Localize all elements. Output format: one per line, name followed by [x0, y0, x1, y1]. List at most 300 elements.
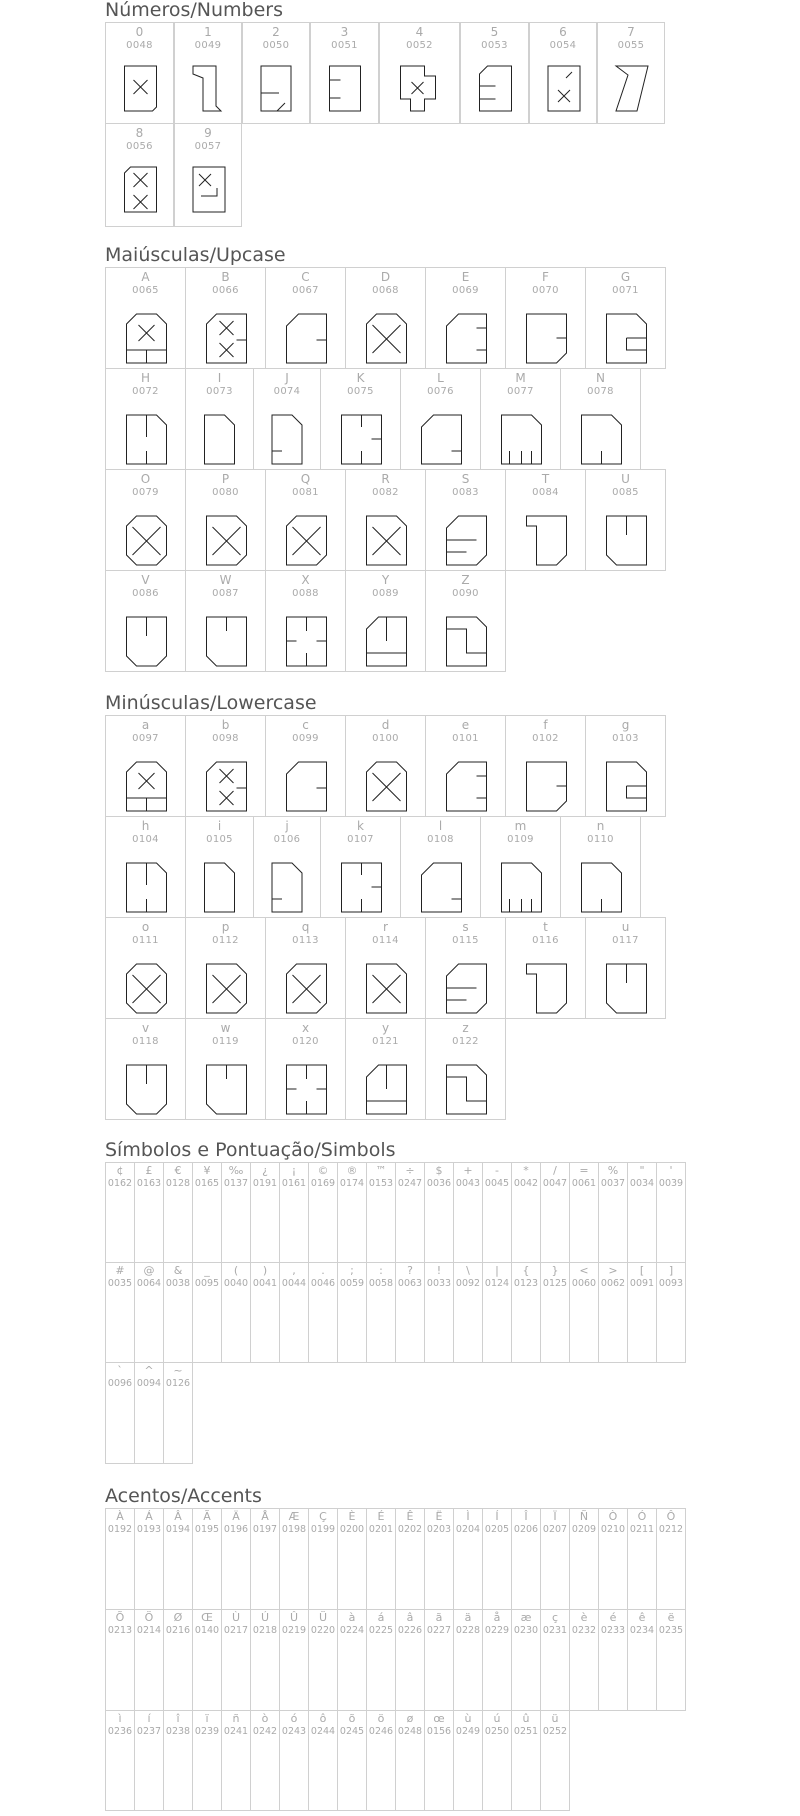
- glyph-code: 0081: [292, 487, 319, 498]
- glyph-character: K: [356, 371, 365, 385]
- glyph-code: 0048: [126, 40, 153, 51]
- glyph-cell: [163, 1508, 193, 1610]
- glyph-code: 0059: [339, 1278, 365, 1289]
- glyph-character: ]: [668, 1264, 674, 1277]
- glyph-character: ÷: [405, 1164, 415, 1177]
- glyph-cell: [105, 1018, 186, 1120]
- glyph-cell: [185, 1018, 266, 1120]
- glyph-cell: [345, 715, 426, 817]
- glyph-cell: [424, 1609, 454, 1711]
- glyph-character: `: [117, 1364, 123, 1377]
- glyph-character: @: [143, 1264, 155, 1277]
- glyph-code: 0044: [281, 1278, 307, 1289]
- glyph-cell: [345, 917, 426, 1019]
- glyph-character: ï: [205, 1712, 209, 1725]
- glyph-cell: [511, 1508, 541, 1610]
- glyph-cell: [250, 1508, 280, 1610]
- glyph-cell: [134, 1609, 164, 1711]
- glyph-cell: [345, 267, 426, 369]
- glyph-cell: [265, 469, 346, 571]
- glyph-cell: [253, 816, 321, 918]
- glyph-character: v: [141, 1021, 150, 1035]
- glyph-character: ó: [290, 1712, 298, 1725]
- glyph-code: 0096: [107, 1378, 133, 1389]
- glyph-code: 0097: [132, 733, 159, 744]
- glyph-code: 0137: [223, 1178, 249, 1189]
- glyph-code: 0034: [629, 1178, 655, 1189]
- glyph-character: e: [461, 718, 470, 732]
- glyph-code: 0104: [132, 834, 159, 845]
- glyph-cell: [425, 570, 506, 672]
- glyph-cell: [134, 1162, 164, 1263]
- glyph-code: 0219: [281, 1625, 307, 1636]
- glyph-code: 0122: [452, 1036, 479, 1047]
- glyph-code: 0218: [252, 1625, 278, 1636]
- glyph-cell: [185, 917, 266, 1019]
- glyph-character: ò: [261, 1712, 269, 1725]
- glyph-code: 0074: [273, 386, 301, 397]
- glyph-character: Ø: [173, 1611, 183, 1624]
- glyph-cell: [366, 1162, 396, 1263]
- glyph-character: B: [221, 270, 230, 284]
- glyph-code: 0243: [281, 1726, 307, 1737]
- glyph-code: 0061: [571, 1178, 597, 1189]
- glyph-cell: [337, 1508, 367, 1610]
- glyph-cell: [424, 1508, 454, 1610]
- glyph-cell: [366, 1508, 396, 1610]
- glyph-code: 0079: [132, 487, 159, 498]
- glyph-code: 0072: [132, 386, 159, 397]
- glyph-code: 0111: [132, 935, 159, 946]
- glyph-character: o: [141, 920, 150, 934]
- section-title: Símbolos e Pontuação/Simbols: [105, 1139, 396, 1161]
- glyph-cell: [585, 469, 666, 571]
- glyph-code: 0153: [368, 1178, 394, 1189]
- glyph-code: 0068: [372, 285, 399, 296]
- glyph-code: 0237: [136, 1726, 162, 1737]
- glyph-code: 0206: [513, 1524, 539, 1535]
- glyph-code: 0066: [212, 285, 239, 296]
- glyph-character: E: [461, 270, 470, 284]
- glyph-code: 0123: [513, 1278, 539, 1289]
- glyph-character: É: [377, 1510, 385, 1523]
- glyph-character: ^: [144, 1364, 154, 1377]
- glyph-character: Ò: [608, 1510, 618, 1523]
- glyph-character: 1: [204, 25, 212, 39]
- glyph-code: 0245: [339, 1726, 365, 1737]
- glyph-cell: [105, 570, 186, 672]
- glyph-character: z: [462, 1021, 469, 1035]
- glyph-cell: [540, 1710, 570, 1811]
- glyph-code: 0117: [612, 935, 639, 946]
- glyph-code: 0076: [427, 386, 454, 397]
- glyph-character: ù: [464, 1712, 472, 1725]
- glyph-character: Å: [261, 1510, 269, 1523]
- glyph-cell: [395, 1508, 425, 1610]
- glyph-code: 0115: [452, 935, 479, 946]
- glyph-character: å: [493, 1611, 501, 1624]
- glyph-code: 0252: [542, 1726, 568, 1737]
- glyph-character: c: [302, 718, 309, 732]
- glyph-character: I: [217, 371, 222, 385]
- glyph-character: Y: [381, 573, 390, 587]
- glyph-cell: [505, 469, 586, 571]
- glyph-cell: [540, 1508, 570, 1610]
- glyph-cell: [345, 1018, 426, 1120]
- glyph-cell: [185, 368, 254, 470]
- glyph-code: 0095: [194, 1278, 220, 1289]
- glyph-code: 0103: [612, 733, 639, 744]
- glyph-cell: [505, 917, 586, 1019]
- glyph-code: 0225: [368, 1625, 394, 1636]
- glyph-cell: [345, 570, 426, 672]
- glyph-code: 0108: [427, 834, 454, 845]
- glyph-character: s: [462, 920, 469, 934]
- glyph-code: 0043: [455, 1178, 481, 1189]
- glyph-character: ¡: [291, 1164, 297, 1177]
- glyph-character: Q: [300, 472, 311, 486]
- glyph-cell: [308, 1262, 338, 1363]
- glyph-cell: [656, 1262, 686, 1363]
- glyph-cell: [174, 22, 242, 124]
- glyph-cell: [598, 1508, 628, 1610]
- glyph-cell: [320, 816, 401, 918]
- glyph-character: O: [140, 472, 151, 486]
- glyph-code: 0085: [612, 487, 639, 498]
- glyph-cell: [134, 1710, 164, 1811]
- glyph-code: 0233: [600, 1625, 626, 1636]
- glyph-character: ': [669, 1164, 673, 1177]
- glyph-cell: [279, 1609, 309, 1711]
- glyph-character: N: [596, 371, 605, 385]
- glyph-character: 3: [340, 25, 349, 39]
- glyph-character: ñ: [232, 1712, 240, 1725]
- glyph-cell: [366, 1609, 396, 1711]
- glyph-cell: [345, 469, 426, 571]
- glyph-cell: [310, 22, 379, 124]
- glyph-character: û: [522, 1712, 530, 1725]
- glyph-character: \: [466, 1264, 470, 1277]
- glyph-code: 0082: [372, 487, 399, 498]
- glyph-code: 0197: [252, 1524, 278, 1535]
- glyph-cell: [482, 1609, 512, 1711]
- glyph-character: Æ: [288, 1510, 300, 1523]
- glyph-cell: [598, 1162, 628, 1263]
- glyph-cell: [105, 22, 174, 124]
- glyph-code: 0110: [587, 834, 614, 845]
- glyph-character: Ë: [435, 1510, 443, 1523]
- glyph-character: x: [301, 1021, 310, 1035]
- glyph-cell: [400, 816, 481, 918]
- glyph-code: 0226: [397, 1625, 423, 1636]
- glyph-character: â: [406, 1611, 414, 1624]
- glyph-character: ¢: [116, 1164, 124, 1177]
- glyph-code: 0196: [223, 1524, 249, 1535]
- glyph-cell: [395, 1609, 425, 1711]
- glyph-cell: [308, 1609, 338, 1711]
- glyph-cell: [265, 917, 346, 1019]
- glyph-character: Î: [524, 1510, 528, 1523]
- glyph-code: 0063: [397, 1278, 423, 1289]
- glyph-cell: [585, 917, 666, 1019]
- glyph-cell: [598, 1262, 628, 1363]
- glyph-character: ì: [118, 1712, 122, 1725]
- glyph-cell: [379, 22, 460, 124]
- glyph-cell: [134, 1508, 164, 1610]
- glyph-code: 0083: [452, 487, 479, 498]
- glyph-code: 0102: [532, 733, 559, 744]
- glyph-character: ç: [551, 1611, 559, 1624]
- glyph-code: 0161: [281, 1178, 307, 1189]
- glyph-character: |: [495, 1264, 499, 1277]
- glyph-code: 0058: [368, 1278, 394, 1289]
- glyph-cell: [505, 715, 586, 817]
- glyph-character: ö: [377, 1712, 385, 1725]
- glyph-character: ê: [638, 1611, 646, 1624]
- glyph-code: 0128: [165, 1178, 191, 1189]
- glyph-character: D: [380, 270, 391, 284]
- glyph-code: 0036: [426, 1178, 452, 1189]
- glyph-character: R: [381, 472, 390, 486]
- glyph-character: d: [381, 718, 390, 732]
- glyph-cell: [134, 1262, 164, 1363]
- glyph-cell: [308, 1508, 338, 1610]
- glyph-cell: [460, 22, 529, 124]
- glyph-code: 0125: [542, 1278, 568, 1289]
- glyph-cell: [656, 1162, 686, 1263]
- glyph-cell: [337, 1162, 367, 1263]
- glyph-code: 0241: [223, 1726, 249, 1737]
- glyph-cell: [185, 267, 266, 369]
- glyph-cell: [453, 1609, 483, 1711]
- glyph-character: _: [204, 1264, 210, 1277]
- glyph-code: 0067: [292, 285, 319, 296]
- glyph-code: 0236: [107, 1726, 133, 1737]
- glyph-character: 9: [204, 126, 212, 140]
- glyph-code: 0039: [658, 1178, 684, 1189]
- glyph-character: £: [145, 1164, 153, 1177]
- glyph-character: 0: [135, 25, 144, 39]
- glyph-cell: [163, 1262, 193, 1363]
- glyph-character: :: [379, 1264, 383, 1277]
- glyph-cell: [482, 1262, 512, 1363]
- glyph-character: >: [608, 1264, 618, 1277]
- glyph-character: 5: [490, 25, 499, 39]
- glyph-character: €: [174, 1164, 182, 1177]
- glyph-code: 0112: [212, 935, 239, 946]
- glyph-cell: [453, 1710, 483, 1811]
- glyph-cell: [529, 22, 597, 124]
- glyph-cell: [627, 1508, 657, 1610]
- glyph-code: 0084: [532, 487, 559, 498]
- glyph-character: Ñ: [579, 1510, 589, 1523]
- glyph-cell: [627, 1162, 657, 1263]
- glyph-character: á: [377, 1611, 385, 1624]
- glyph-code: 0213: [107, 1625, 133, 1636]
- glyph-code: 0098: [212, 733, 239, 744]
- glyph-cell: [105, 469, 186, 571]
- glyph-cell: [453, 1508, 483, 1610]
- glyph-cell: [395, 1262, 425, 1363]
- glyph-character: î: [176, 1712, 180, 1725]
- glyph-cell: [569, 1609, 599, 1711]
- glyph-cell: [134, 1362, 164, 1464]
- glyph-character: W: [219, 573, 232, 587]
- glyph-cell: [320, 368, 401, 470]
- glyph-cell: [221, 1262, 251, 1363]
- glyph-code: 0216: [165, 1625, 191, 1636]
- glyph-cell: [308, 1710, 338, 1811]
- glyph-code: 0070: [532, 285, 559, 296]
- glyph-cell: [163, 1710, 193, 1811]
- glyph-code: 0248: [397, 1726, 423, 1737]
- glyph-code: 0121: [372, 1036, 399, 1047]
- glyph-code: 0041: [252, 1278, 278, 1289]
- glyph-character: À: [116, 1510, 124, 1523]
- glyph-code: 0204: [455, 1524, 481, 1535]
- section-title: Acentos/Accents: [105, 1485, 262, 1507]
- glyph-character: ú: [493, 1712, 501, 1725]
- glyph-character: $: [435, 1164, 443, 1177]
- glyph-code: 0065: [132, 285, 159, 296]
- glyph-code: 0055: [617, 40, 645, 51]
- glyph-cell: [279, 1162, 309, 1263]
- glyph-cell: [656, 1508, 686, 1610]
- glyph-character: Ì: [466, 1510, 470, 1523]
- glyph-code: 0229: [484, 1625, 510, 1636]
- glyph-character: Í: [495, 1510, 499, 1523]
- glyph-character: 2: [272, 25, 280, 39]
- glyph-character: i: [217, 819, 222, 833]
- glyph-cell: [221, 1609, 251, 1711]
- glyph-character: í: [147, 1712, 151, 1725]
- glyph-code: 0090: [452, 588, 479, 599]
- glyph-code: 0235: [658, 1625, 684, 1636]
- glyph-character: C: [301, 270, 310, 284]
- glyph-code: 0224: [339, 1625, 365, 1636]
- glyph-character: [: [639, 1264, 645, 1277]
- glyph-cell: [424, 1710, 454, 1811]
- glyph-code: 0199: [310, 1524, 336, 1535]
- glyph-code: 0212: [658, 1524, 684, 1535]
- glyph-code: 0086: [132, 588, 159, 599]
- glyph-code: 0078: [587, 386, 614, 397]
- glyph-cell: [105, 123, 174, 227]
- glyph-character: 7: [627, 25, 635, 39]
- glyph-character: ~: [173, 1364, 183, 1377]
- glyph-code: 0077: [507, 386, 534, 397]
- glyph-code: 0045: [484, 1178, 510, 1189]
- glyph-code: 0105: [206, 834, 233, 845]
- glyph-code: 0040: [223, 1278, 249, 1289]
- glyph-code: 0210: [600, 1524, 626, 1535]
- glyph-cell: [585, 267, 666, 369]
- glyph-code: 0124: [484, 1278, 510, 1289]
- glyph-character: A: [141, 270, 150, 284]
- glyph-code: 0049: [194, 40, 222, 51]
- glyph-character: U: [621, 472, 630, 486]
- glyph-code: 0165: [194, 1178, 220, 1189]
- glyph-character: j: [285, 819, 289, 833]
- glyph-character: L: [437, 371, 444, 385]
- glyph-cell: [585, 715, 666, 817]
- glyph-character: n: [596, 819, 605, 833]
- glyph-code: 0092: [455, 1278, 481, 1289]
- glyph-code: 0198: [281, 1524, 307, 1535]
- glyph-character: ": [639, 1164, 645, 1177]
- glyph-cell: [221, 1162, 251, 1263]
- glyph-character: /: [553, 1164, 557, 1177]
- glyph-code: 0193: [136, 1524, 162, 1535]
- glyph-code: 0220: [310, 1625, 336, 1636]
- glyph-code: 0037: [600, 1178, 626, 1189]
- glyph-cell: [424, 1162, 454, 1263]
- glyph-cell: [627, 1262, 657, 1363]
- glyph-cell: [192, 1162, 222, 1263]
- glyph-code: 0051: [331, 40, 358, 51]
- glyph-cell: [265, 267, 346, 369]
- glyph-character: -: [495, 1164, 499, 1177]
- glyph-code: 0101: [452, 733, 479, 744]
- glyph-character: <: [579, 1264, 589, 1277]
- glyph-cell: [265, 570, 346, 672]
- glyph-cell: [308, 1162, 338, 1263]
- glyph-cell: [105, 267, 186, 369]
- glyph-code: 0244: [310, 1726, 336, 1737]
- glyph-cell: [480, 816, 561, 918]
- glyph-character: g: [621, 718, 630, 732]
- glyph-code: 0089: [372, 588, 399, 599]
- glyph-character: p: [221, 920, 230, 934]
- glyph-code: 0232: [571, 1625, 597, 1636]
- glyph-code: 0118: [132, 1036, 159, 1047]
- glyph-character: ): [262, 1264, 268, 1277]
- glyph-cell: [337, 1710, 367, 1811]
- glyph-code: 0109: [507, 834, 534, 845]
- glyph-character: k: [357, 819, 364, 833]
- glyph-cell: [105, 816, 186, 918]
- glyph-code: 0203: [426, 1524, 452, 1535]
- glyph-code: 0073: [206, 386, 233, 397]
- glyph-character: 8: [135, 126, 144, 140]
- glyph-cell: [560, 368, 641, 470]
- glyph-code: 0234: [629, 1625, 655, 1636]
- glyph-character: Ä: [232, 1510, 240, 1523]
- glyph-code: 0201: [368, 1524, 394, 1535]
- glyph-cell: [105, 1362, 135, 1464]
- glyph-character: à: [348, 1611, 356, 1624]
- glyph-cell: [242, 22, 310, 124]
- section-title: Números/Numbers: [105, 0, 283, 21]
- glyph-character: ü: [551, 1712, 559, 1725]
- glyph-cell: [482, 1162, 512, 1263]
- glyph-character: Á: [145, 1510, 153, 1523]
- glyph-character: õ: [348, 1712, 356, 1725]
- glyph-code: 0093: [658, 1278, 684, 1289]
- glyph-cell: [253, 368, 321, 470]
- glyph-code: 0246: [368, 1726, 394, 1737]
- glyph-cell: [425, 715, 506, 817]
- glyph-cell: [279, 1262, 309, 1363]
- glyph-character: ‰: [228, 1164, 244, 1177]
- glyph-character: Z: [461, 573, 470, 587]
- glyph-character: a: [141, 718, 150, 732]
- glyph-code: 0064: [136, 1278, 162, 1289]
- glyph-code: 0162: [107, 1178, 133, 1189]
- glyph-code: 0214: [136, 1625, 162, 1636]
- glyph-character: æ: [520, 1611, 532, 1624]
- glyph-cell: [482, 1710, 512, 1811]
